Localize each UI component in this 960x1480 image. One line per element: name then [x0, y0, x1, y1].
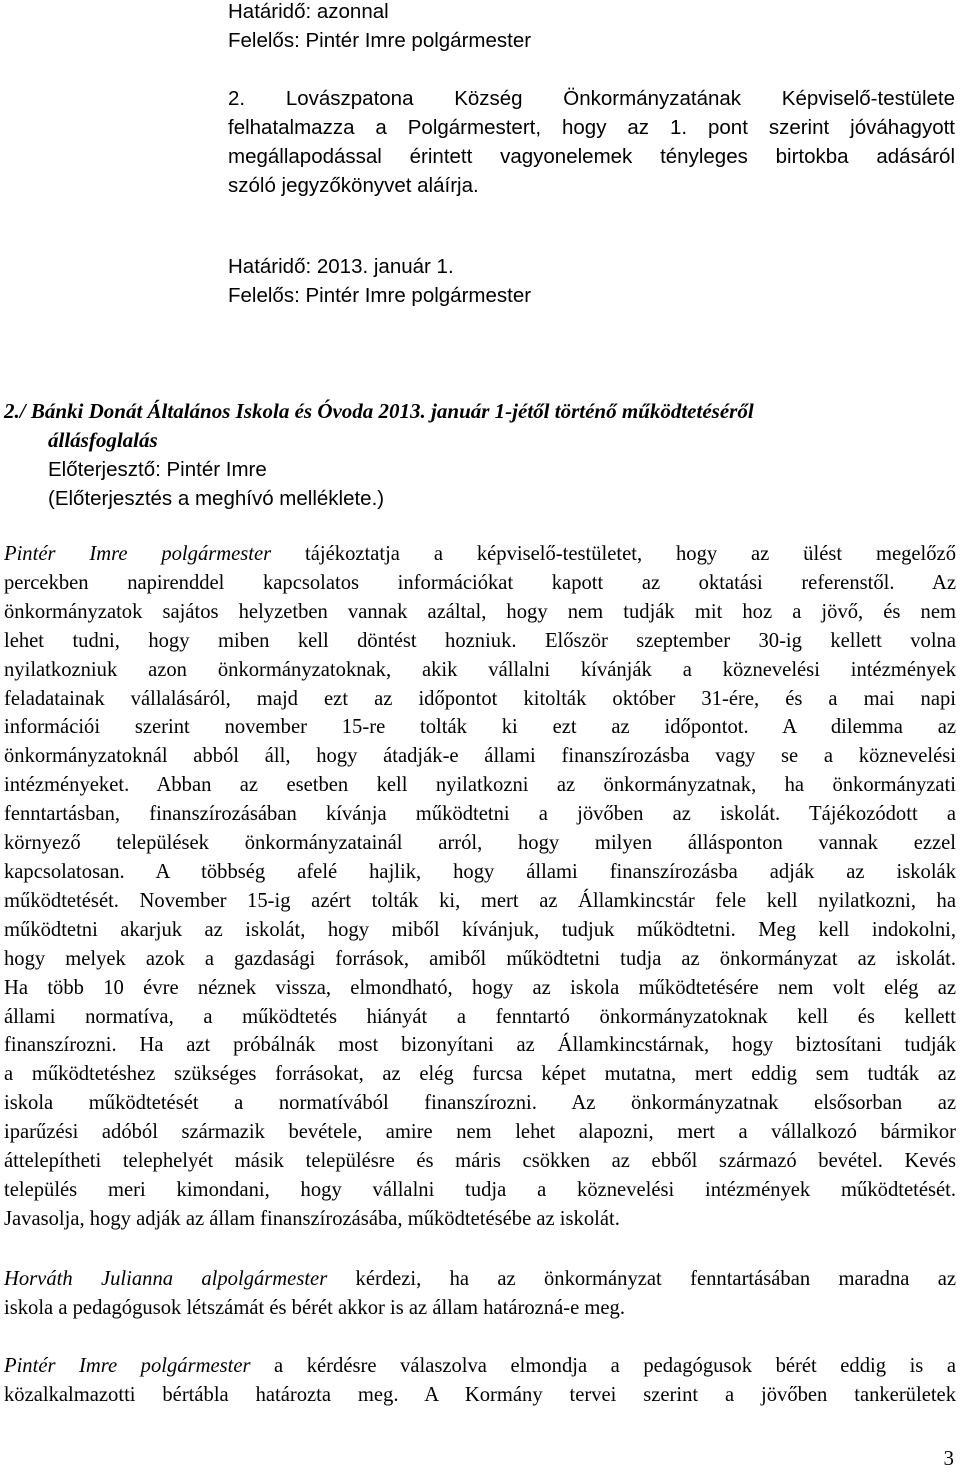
paragraph-line: a működtetéshez szükséges forrásokat, az elég furcsa képet mutatna, mert eddig sem tudták az — [4, 1063, 956, 1086]
paragraph-line: Javasolja, hogy adják az állam finanszírozásába, működtetésébe az iskolát. — [4, 1207, 620, 1230]
paragraph-line: percekben napirenddel kapcsolatos információkat kapott az oktatási referenstől. Az — [4, 571, 956, 594]
agenda-title — [4, 397, 754, 455]
paragraph-line: település meri kimondani, hogy vállalni tudja a köznevelési intézmények működtetését. — [4, 1178, 956, 1201]
paragraph-line: önkormányzatok sajátos helyzetben vannak azáltal, hogy nem tudják mit hoz a jövő, és nem — [4, 600, 956, 623]
paragraph-line: lehet tudni, hogy miben kell döntést hozniuk. Először szeptember 30-ig kellett volna — [4, 629, 956, 652]
paragraph-line: iparűzési adóból származik bevétele, amire nem lehet alapozni, mert a vállalkozó bármikor — [4, 1121, 956, 1144]
discussion-paragraph-2 — [4, 1265, 956, 1323]
item-2-line: felhatalmazza a Polgármestert, hogy az 1. pont szerint jóváhagyott — [228, 116, 955, 139]
paragraph-line: Ha több 10 évre néznek vissza, elmondható, hogy az iskola működtetésére nem volt elég az — [4, 976, 956, 999]
responsible-line: Felelős: Pintér Imre polgármester — [228, 284, 532, 307]
paragraph-line: iskola a pedagógusok létszámát és bérét akkor is az állam határozná-e meg. — [4, 1296, 625, 1319]
paragraph-line: Horváth Julianna alpolgármester kérdezi, ha az önkormányzat fenntartásában maradna az — [4, 1268, 956, 1290]
page-number: 3 — [943, 1446, 954, 1470]
paragraph-line: iskola működtetését a normatívából finanszírozni. Az önkormányzatnak elsősorban az — [4, 1092, 956, 1115]
paragraph-line: közalkalmazotti bértábla határozta meg. A Kormány tervei szerint a jövőben tankerületek — [4, 1383, 956, 1406]
paragraph-line: működtetni akarjuk az iskolát, hogy miből kívánjuk, tudjuk működtetni. Meg kell indokolni, — [4, 918, 956, 941]
paragraph-line: finanszírozni. Ha azt próbálnák most bizonyítani az Államkincstárnak, hogy biztosítani tudják — [4, 1034, 956, 1057]
item-2-line: szóló jegyzőkönyvet aláírja. — [228, 174, 479, 197]
paragraph-line: intézményeket. Abban az esetben kell nyilatkozni az önkormányzatnak, ha önkormányzati — [4, 774, 956, 797]
paragraph-line: fenntartásban, finanszírozásában kívánja működtetni a jövőben az iskolát. Tájékozódott a — [4, 803, 956, 826]
deadline-line: Határidő: 2013. január 1. — [228, 255, 454, 278]
deadline-line: Határidő: azonnal — [228, 0, 389, 23]
attachment-line: (Előterjesztés a meghívó melléklete.) — [48, 487, 385, 510]
paragraph-line: Pintér Imre polgármester tájékoztatja a képviselő-testületet, hogy az ülést megelőző — [4, 543, 956, 565]
paragraph-line: környező települések önkormányzatainál arról, hogy milyen állásponton vannak ezzel — [4, 832, 956, 855]
item-2-paragraph — [228, 84, 955, 200]
agenda-title-line: 2./ Bánki Donát Általános Iskola és Óvoda 2013. január 1-jétől történő működtetéséről — [4, 399, 754, 423]
paragraph-line: nyilatkozniuk azon önkormányzatoknak, akik vállalni kívánják a köznevelési intézmények — [4, 658, 956, 681]
responsible-line: Felelős: Pintér Imre polgármester — [228, 29, 532, 52]
speaker-name: Pintér Imre polgármester — [4, 543, 272, 565]
item-2-footer — [228, 252, 531, 310]
paragraph-line: állami normatíva, a működtetés hiányát a fenntartó önkormányzatoknak kell és kellett — [4, 1005, 956, 1028]
item-2-line: megállapodással érintett vagyonelemek tényleges birtokba adásáról — [228, 145, 955, 168]
paragraph-line: információi szerint november 15-re tolták ki ezt az időpontot. A dilemma az — [4, 716, 956, 739]
discussion-paragraph-3 — [4, 1352, 956, 1410]
paragraph-line: áttelepítheti telephelyét másik településre és máris csökken az ebből származó bevétel. Kevés — [4, 1150, 956, 1173]
paragraph-line: működtetését. November 15-ig azért tolták ki, mert az Államkincstár fele kell nyilatkozni, ha — [4, 889, 956, 912]
item-2-line: 2. Lovászpatona Község Önkormányzatának Képviselő-testülete — [228, 87, 955, 110]
discussion-paragraph-1 — [4, 540, 956, 1234]
paragraph-line: kapcsolatosan. A többség afelé hajlik, hogy állami finanszírozásba adják az iskolák — [4, 860, 956, 883]
speaker-name: Pintér Imre polgármester — [4, 1355, 251, 1377]
top-block — [228, 0, 531, 55]
agenda-presenter-block — [48, 455, 384, 513]
paragraph-line: Pintér Imre polgármester a kérdésre válaszolva elmondja a pedagógusok bérét eddig is a — [4, 1355, 956, 1377]
paragraph-line: hogy melyek azok a gazdasági források, amiből működtetni tudja az önkormányzat az iskolát. — [4, 947, 956, 970]
speaker-name: Horváth Julianna alpolgármester — [4, 1268, 328, 1290]
paragraph-line: önkormányzatoknál abból áll, hogy átadják-e állami finanszírozásba vagy se a köznevelési — [4, 745, 956, 768]
presenter-line: Előterjesztő: Pintér Imre — [48, 458, 267, 481]
paragraph-line: feladatainak vállalásáról, majd ezt az időpontot kitolták október 31-ére, és a mai napi — [4, 687, 956, 710]
agenda-title-line: állásfoglalás — [48, 428, 158, 452]
